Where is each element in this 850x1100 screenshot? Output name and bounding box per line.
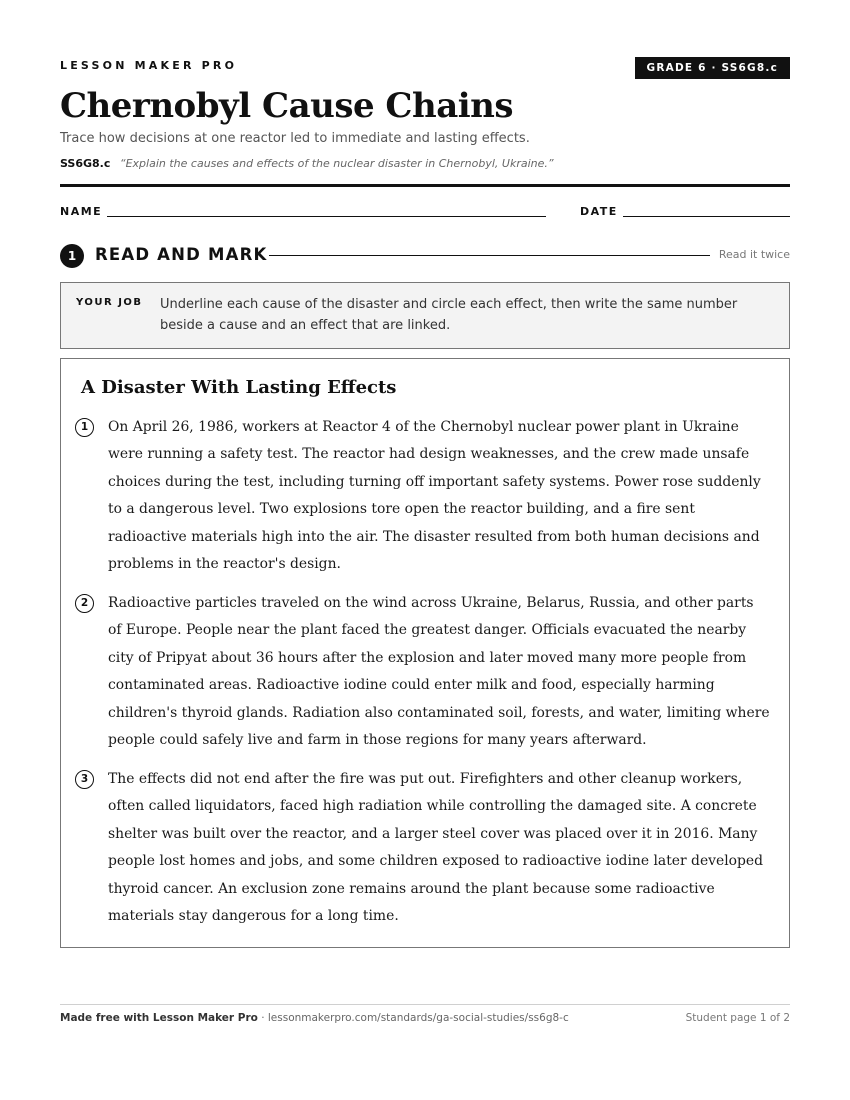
section-title: READ AND MARK (95, 245, 268, 264)
page-title: Chernobyl Cause Chains (60, 86, 514, 126)
standard-text: “Explain the causes and effects of the nuclear disaster in Chernobyl, Ukraine.” (119, 157, 554, 170)
footer-divider (60, 1004, 790, 1005)
section-header (60, 243, 790, 267)
header-divider (60, 184, 790, 187)
paragraph-number: 1 (75, 418, 94, 437)
grade-badge: GRADE 6 · SS6G8.c (635, 57, 790, 79)
page-subtitle: Trace how decisions at one reactor led to immediate and lasting effects. (60, 131, 530, 146)
footer-brand: Made free with Lesson Maker Pro (60, 1012, 258, 1024)
paragraph-number: 3 (75, 770, 94, 789)
instructions-box (60, 282, 790, 349)
section-note: Read it twice (718, 248, 790, 261)
standard-line (60, 157, 554, 170)
name-label: NAME (60, 205, 103, 218)
instructions-label: YOUR JOB (76, 297, 143, 308)
standard-code: SS6G8.c (60, 157, 111, 170)
date-field[interactable] (623, 216, 790, 217)
section-number-badge: 1 (60, 244, 84, 268)
footer-url[interactable]: · lessonmakerpro.com/standards/ga-social-studies/ss6g8-c (257, 1012, 569, 1024)
footer-credit (60, 1012, 569, 1024)
paragraph-number: 2 (75, 594, 94, 613)
reading-title: A Disaster With Lasting Effects (81, 377, 397, 398)
brand-name: LESSON MAKER PRO (60, 59, 238, 72)
instructions-text: Underline each cause of the disaster and circle each effect, then write the same number beside a cause and an effect that are linked. (160, 297, 738, 333)
paragraph-text: The effects did not end after the fire was put out. Firefighters and other cleanup workers, often called liquidators, faced high radiation while controlling the damaged site. A concrete shelter was built over the reactor, and a larger steel cover was placed over it in 2016. Many people lost homes and jobs, and some children exposed to radioactive iodine later developed thyroid cancer. An exclusion zone remains around the plant because some radioactive materials stay dangerous for a long time. (108, 771, 764, 925)
section-rule (269, 255, 710, 256)
date-label: DATE (580, 205, 618, 218)
student-fields (60, 204, 790, 220)
paragraph-text: On April 26, 1986, workers at Reactor 4 of the Chernobyl nuclear power plant in Ukraine were running a safety test. The reactor had design weaknesses, and the crew made unsafe choices during the test, including turning off important safety systems. Power rose suddenly to a dangerous level. Two explosions tore open the reactor building, and a fire sent radioactive materials high into the air. The disaster resulted from both human decisions and problems in the reactor's design. (108, 419, 761, 573)
worksheet-page (60, 0, 790, 1100)
reading-passage (60, 358, 790, 948)
paragraph-text: Radioactive particles traveled on the wind across Ukraine, Belarus, Russia, and other parts of Europe. People near the plant faced the greatest danger. Officials evacuated the nearby city of Pripyat about 36 hours after the explosion and later moved many more people from contaminated areas. Radioactive iodine could enter milk and food, especially harming children's thyroid glands. Radiation also contaminated soil, forests, and water, limiting where people could safely live and farm in those regions for many years afterward. (108, 595, 770, 749)
name-field[interactable] (107, 216, 546, 217)
header-bar (60, 57, 790, 79)
page-indicator: Student page 1 of 2 (685, 1012, 790, 1024)
